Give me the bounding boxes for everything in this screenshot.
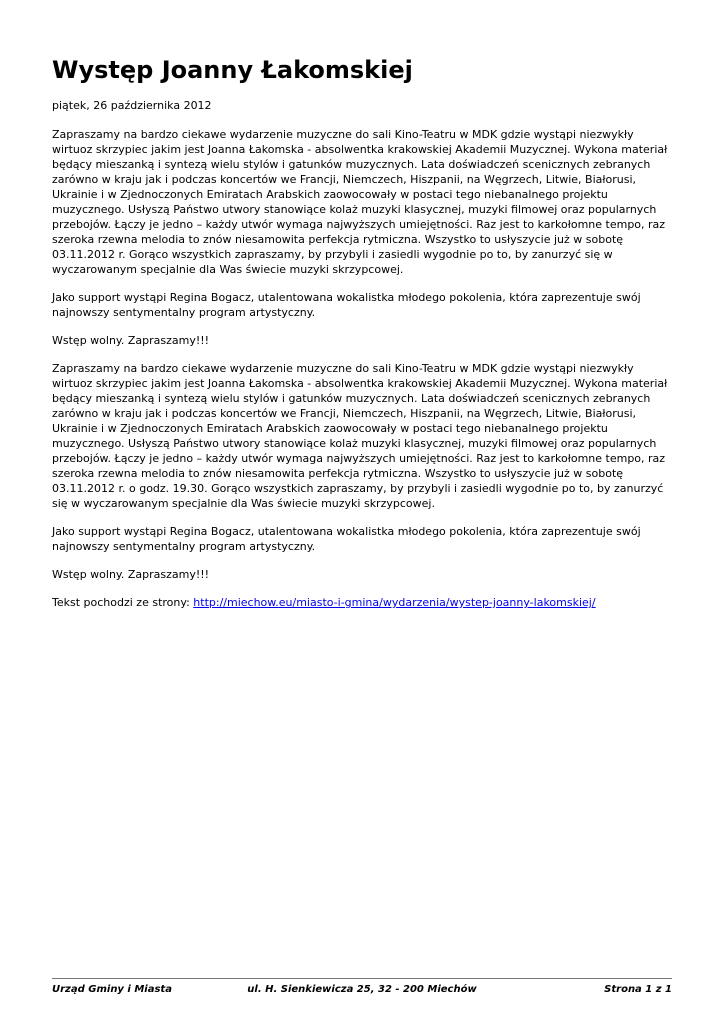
footer-page-number: Strona 1 z 1 bbox=[604, 984, 672, 995]
source-link[interactable]: http://miechow.eu/miasto-i-gmina/wydarzenia/wystep-joanny-lakomskiej/ bbox=[193, 596, 596, 609]
article-paragraph-1: Zapraszamy na bardzo ciekawe wydarzenie muzyczne do sali Kino-Teatru w MDK gdzie wystąpi niezwykły wirtuoz skrzypiec jakim jest Joanna Łakomska - absolwentka krakowskiej Akademii Muzycznej. Wykona materiał będący mieszanką i syntezą wielu stylów i gatunków muzycznych. Lata doświadczeń scenicznych zebranych zarówno w kraju jak i podczas koncertów we Francji, Niemczech, Hiszpanii, na Węgrzech, Litwie, Białorusi, Ukrainie i w Zjednoczonych Emiratach Arabskich zaowocowały w postaci tego niebanalnego projektu muzycznego. Usłyszą Państwo utwory stanowiące kolaż muzyki klasycznej, muzyki filmowej oraz popularnych przebojów. Łączy je jedno – każdy utwór wymaga najwyższych umiejętności. Raz jest to karkołomne tempo, raz szeroka rzewna melodia to znów niesamowita perfekcja rytmiczna. Wszystko to usłyszycie już w sobotę 03.11.2012 r. Gorąco wszystkich zapraszamy, by przybyli i zasiedli wygodnie po to, by zanurzyć się w wyczarowanym specjalnie dla Was świecie muzyki skrzypcowej. bbox=[52, 128, 668, 276]
article-paragraph-5: Jako support wystąpi Regina Bogacz, utalentowana wokalistka młodego pokolenia, która zaprezentuje swój najnowszy sentymentalny program artystyczny. bbox=[52, 525, 641, 553]
source-prefix: Tekst pochodzi ze strony: bbox=[52, 596, 194, 609]
document-body bbox=[52, 52, 674, 610]
article-paragraph-3: Wstęp wolny. Zapraszamy!!! bbox=[52, 334, 210, 347]
footer-address: ul. H. Sienkiewicza 25, 32 - 200 Miechów bbox=[247, 984, 477, 995]
article-date: piątek, 26 października 2012 bbox=[52, 99, 212, 112]
article-paragraph-4: Zapraszamy na bardzo ciekawe wydarzenie muzyczne do sali Kino-Teatru w MDK gdzie wystąpi niezwykły wirtuoz skrzypiec jakim jest Joanna Łakomska - absolwentka krakowskiej Akademii Muzycznej. Wykona materiał będący mieszanką i syntezą wielu stylów i gatunków muzycznych. Lata doświadczeń scenicznych zebranych zarówno w kraju jak i podczas koncertów we Francji, Niemczech, Hiszpanii, na Węgrzech, Litwie, Białorusi, Ukrainie i w Zjednoczonych Emiratach Arabskich zaowocowały w postaci tego niebanalnego projektu muzycznego. Usłyszą Państwo utwory stanowiące kolaż muzyki klasycznej, muzyki filmowej oraz popularnych przebojów. Łączy je jedno – każdy utwór wymaga najwyższych umiejętności. Raz jest to karkołomne tempo, raz szeroka rzewna melodia to znów niesamowita perfekcja rytmiczna. Wszystko to usłyszycie już w sobotę 03.11.2012 r. o godz. 19.30. Gorąco wszystkich zapraszamy, by przybyli i zasiedli wygodnie po to, by zanurzyć się w wyczarowanym specjalnie dla Was świecie muzyki skrzypcowej. bbox=[52, 362, 668, 510]
article-paragraph-6: Wstęp wolny. Zapraszamy!!! bbox=[52, 568, 210, 581]
article-paragraph-2: Jako support wystąpi Regina Bogacz, utalentowana wokalistka młodego pokolenia, która zaprezentuje swój najnowszy sentymentalny program artystyczny. bbox=[52, 291, 641, 319]
article-title: Występ Joanny Łakomskiej bbox=[52, 56, 413, 84]
footer-office-name: Urząd Gminy i Miasta bbox=[52, 984, 172, 995]
page-footer bbox=[52, 978, 672, 996]
source-line bbox=[52, 595, 674, 610]
